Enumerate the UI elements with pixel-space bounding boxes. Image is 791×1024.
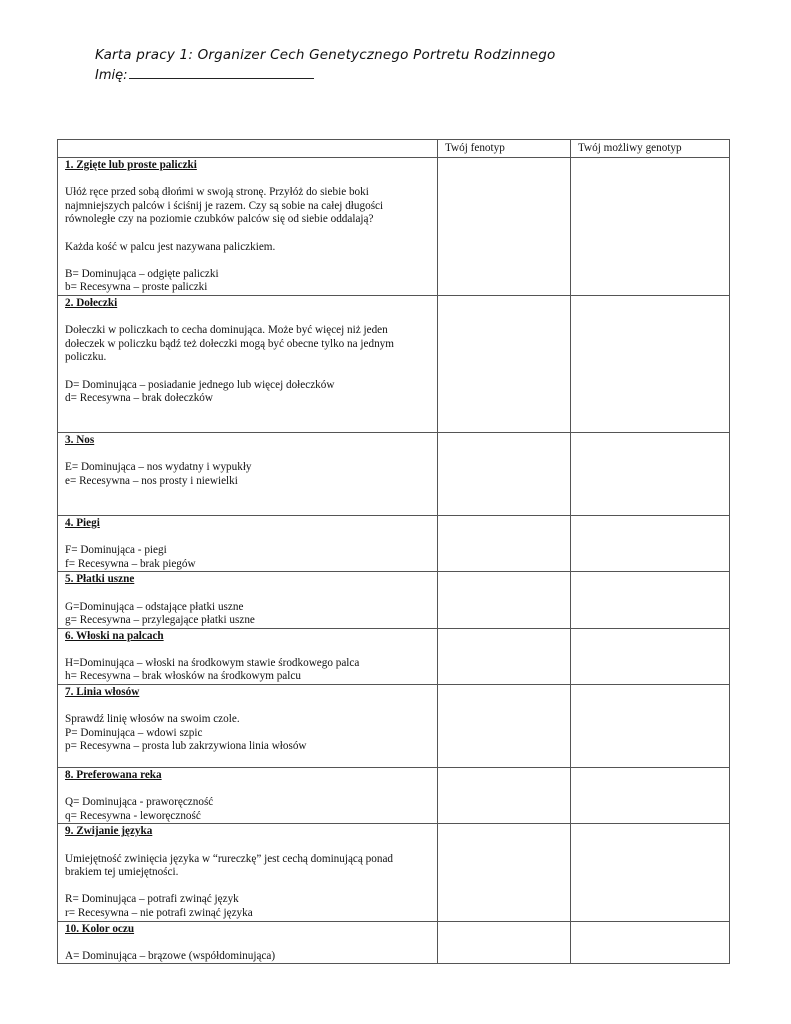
paragraph-spacer bbox=[65, 700, 430, 714]
trait-text-line: równoległe czy na poziomie czubków palców się od siebie oddalają? bbox=[65, 213, 374, 226]
name-label: Imię: bbox=[95, 68, 128, 83]
trait-text-line: R= Dominująca – potrafi zwinąć język bbox=[65, 893, 239, 906]
genotype-answer-cell[interactable] bbox=[571, 685, 730, 768]
paragraph-spacer bbox=[65, 254, 430, 268]
trait-text-line: d= Recesywna – brak dołeczków bbox=[65, 392, 213, 405]
paragraph-spacer bbox=[65, 531, 430, 545]
genotype-answer-cell[interactable] bbox=[571, 768, 730, 824]
table-row bbox=[58, 158, 730, 296]
traits-table bbox=[57, 139, 730, 964]
genotype-answer-cell[interactable] bbox=[571, 515, 730, 571]
trait-description-cell bbox=[58, 432, 438, 515]
genotype-answer-cell[interactable] bbox=[571, 921, 730, 964]
paragraph-spacer bbox=[65, 839, 430, 853]
table-row bbox=[58, 572, 730, 628]
phenotype-answer-cell[interactable] bbox=[438, 432, 571, 515]
trait-description-cell bbox=[58, 295, 438, 432]
trait-text-line: dołeczek w policzku bądź też dołeczki mogą być obecne tylko na jednym bbox=[65, 337, 394, 350]
trait-description-cell bbox=[58, 572, 438, 628]
trait-description-cell bbox=[58, 824, 438, 921]
phenotype-answer-cell[interactable] bbox=[438, 685, 571, 768]
phenotype-answer-cell[interactable] bbox=[438, 158, 571, 296]
trait-title: 7. Linia włosów bbox=[65, 686, 140, 699]
trait-text-line: policzku. bbox=[65, 351, 107, 364]
trait-title: 1. Zgięte lub proste paliczki bbox=[65, 159, 197, 171]
genotype-answer-cell[interactable] bbox=[571, 628, 730, 684]
table-row bbox=[58, 628, 730, 684]
trait-text-line: p= Recesywna – prosta lub zakrzywiona linia włosów bbox=[65, 740, 307, 753]
table-row bbox=[58, 515, 730, 571]
phenotype-answer-cell[interactable] bbox=[438, 572, 571, 628]
table-row bbox=[58, 768, 730, 824]
trait-title: 3. Nos bbox=[65, 433, 95, 446]
trait-text-line: Ułóż ręce przed sobą dłońmi w swoją stronę. Przyłóż do siebie boki bbox=[65, 186, 369, 199]
name-blank-line[interactable] bbox=[129, 66, 314, 79]
trait-text-line: b= Recesywna – proste paliczki bbox=[65, 281, 208, 294]
trait-description-cell bbox=[58, 515, 438, 571]
trait-text-line: f= Recesywna – brak piegów bbox=[65, 557, 196, 570]
trait-title: 8. Preferowana reka bbox=[65, 769, 162, 782]
table-row bbox=[58, 432, 730, 515]
trait-text-line: Sprawdź linię włosów na swoim czole. bbox=[65, 713, 240, 726]
table-row bbox=[58, 295, 730, 432]
paragraph-spacer bbox=[65, 880, 430, 894]
table-row bbox=[58, 685, 730, 768]
genotype-answer-cell[interactable] bbox=[571, 824, 730, 921]
paragraph-spacer bbox=[65, 311, 430, 325]
trait-description-cell bbox=[58, 158, 438, 296]
trait-description-cell bbox=[58, 628, 438, 684]
paragraph-spacer bbox=[65, 173, 430, 187]
table-header-row bbox=[58, 140, 730, 158]
trait-text-line: Umiejętność zwinięcia języka w “rureczkę” jest cechą dominującą ponad bbox=[65, 852, 394, 865]
traits-table-body bbox=[58, 158, 730, 964]
trait-description-cell bbox=[58, 685, 438, 768]
column-header-genotype: Twój możliwy genotyp bbox=[571, 140, 730, 158]
phenotype-answer-cell[interactable] bbox=[438, 628, 571, 684]
trait-text-line: g= Recesywna – przylegające płatki uszne bbox=[65, 614, 255, 627]
trait-text-line: Każda kość w palcu jest nazywana paliczkiem. bbox=[65, 240, 276, 253]
trait-text-line: r= Recesywna – nie potrafi zwinąć języka bbox=[65, 907, 253, 919]
trait-text-line: q= Recesywna - leworęczność bbox=[65, 809, 201, 822]
column-header-phenotype: Twój fenotyp bbox=[438, 140, 571, 158]
phenotype-answer-cell[interactable] bbox=[438, 768, 571, 824]
paragraph-spacer bbox=[65, 587, 430, 601]
genotype-answer-cell[interactable] bbox=[571, 295, 730, 432]
trait-text-line: najmniejszych palców i ściśnij je razem. Czy są sobie na całej długości bbox=[65, 199, 384, 212]
trait-text-line: e= Recesywna – nos prosty i niewielki bbox=[65, 474, 238, 487]
genotype-answer-cell[interactable] bbox=[571, 572, 730, 628]
trait-text-line: H=Dominująca – włoski na środkowym stawie środkowego palca bbox=[65, 656, 360, 669]
trait-text-line: D= Dominująca – posiadanie jednego lub więcej dołeczków bbox=[65, 378, 335, 391]
phenotype-answer-cell[interactable] bbox=[438, 515, 571, 571]
genotype-answer-cell[interactable] bbox=[571, 432, 730, 515]
phenotype-answer-cell[interactable] bbox=[438, 824, 571, 921]
trait-text-line: A= Dominująca – brązowe (współdominująca) bbox=[65, 949, 276, 962]
trait-text-line: brakiem tej umiejętności. bbox=[65, 866, 179, 879]
column-header-trait bbox=[58, 140, 438, 158]
paragraph-spacer bbox=[65, 448, 430, 462]
trait-description-cell bbox=[58, 921, 438, 964]
trait-text-line: F= Dominująca - piegi bbox=[65, 544, 167, 557]
phenotype-answer-cell[interactable] bbox=[438, 295, 571, 432]
worksheet-title: Karta pracy 1: Organizer Cech Genetycznego Portretu Rodzinnego bbox=[95, 47, 556, 63]
phenotype-answer-cell[interactable] bbox=[438, 921, 571, 964]
trait-title: 5. Płatki uszne bbox=[65, 573, 135, 586]
table-row bbox=[58, 921, 730, 964]
trait-text-line: E= Dominująca – nos wydatny i wypukły bbox=[65, 461, 252, 474]
table-row bbox=[58, 824, 730, 921]
paragraph-spacer bbox=[65, 227, 430, 241]
paragraph-spacer bbox=[65, 365, 430, 379]
paragraph-spacer bbox=[65, 783, 430, 797]
trait-title: 10. Kolor oczu bbox=[65, 922, 135, 935]
trait-text-line: P= Dominująca – wdowi szpic bbox=[65, 726, 203, 739]
trait-title: 9. Zwijanie języka bbox=[65, 825, 153, 838]
trait-text-line: B= Dominująca – odgięte paliczki bbox=[65, 267, 219, 280]
trait-description-cell bbox=[58, 768, 438, 824]
trait-text-line: Dołeczki w policzkach to cecha dominująca. Może być więcej niż jeden bbox=[65, 324, 388, 337]
trait-text-line: G=Dominująca – odstające płatki uszne bbox=[65, 600, 244, 613]
trait-text-line: h= Recesywna – brak włosków na środkowym palcu bbox=[65, 670, 301, 683]
trait-title: 4. Piegi bbox=[65, 516, 100, 529]
trait-text-line: Q= Dominująca - praworęczność bbox=[65, 796, 214, 809]
genotype-answer-cell[interactable] bbox=[571, 158, 730, 296]
paragraph-spacer bbox=[65, 936, 430, 950]
trait-title: 2. Dołeczki bbox=[65, 296, 118, 309]
trait-title: 6. Włoski na palcach bbox=[65, 629, 164, 642]
paragraph-spacer bbox=[65, 643, 430, 657]
name-row bbox=[95, 66, 555, 85]
worksheet-header bbox=[95, 46, 555, 85]
